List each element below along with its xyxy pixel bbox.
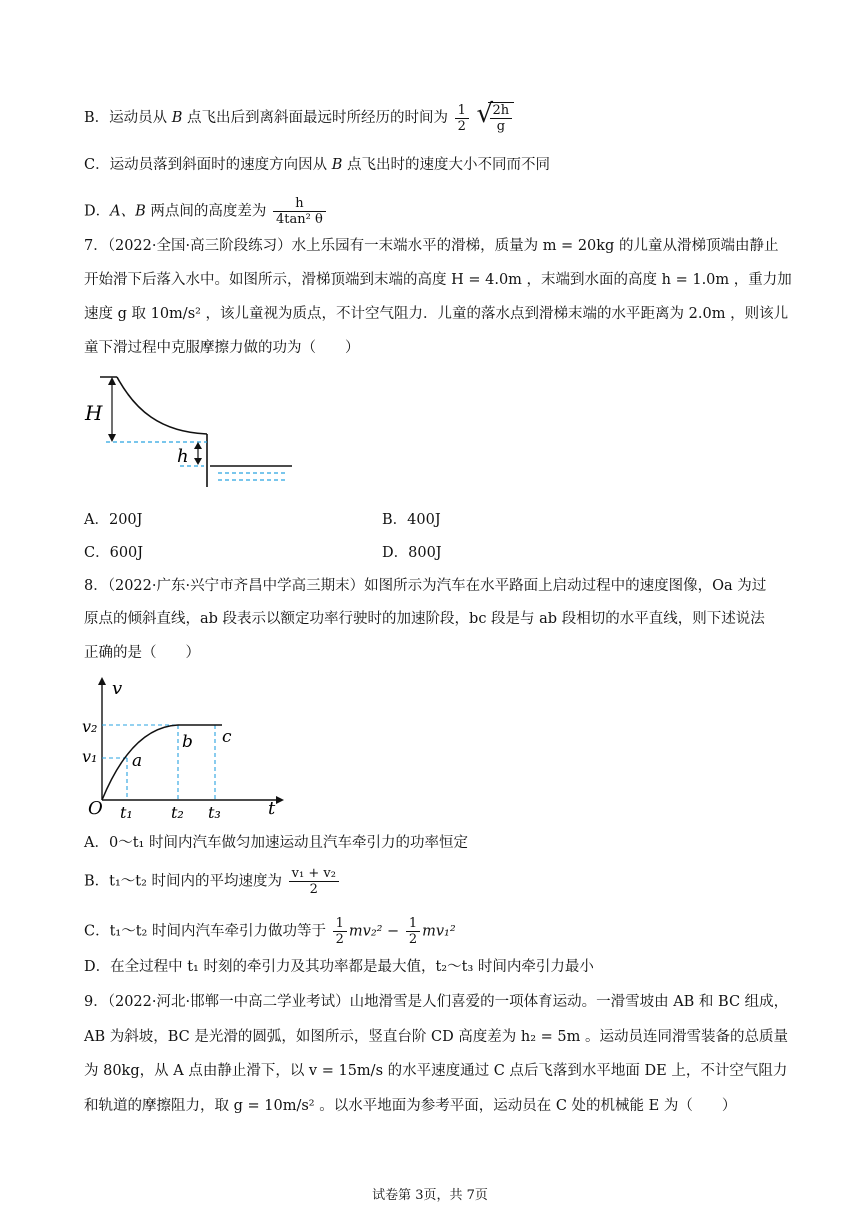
q8-c-frac-2 — [406, 916, 420, 947]
q7-h-arrowhead-top — [194, 442, 202, 449]
q8-point-c: c — [222, 727, 232, 747]
q8-c-term2: mv₁² — [422, 923, 456, 940]
q7-line-3: 速度 g 取 10m/s² ，该儿童视为质点，不计空气阻力．儿童的落水点到滑梯末端的水平距离为 2.0m ，则该儿 — [84, 306, 789, 322]
q8-option-a: A．0～t₁ 时间内汽车做匀加速运动且汽车牵引力的功率恒定 — [84, 835, 468, 851]
q8-origin-label: O — [88, 798, 103, 819]
q8-t2-label: t₂ — [171, 803, 184, 822]
q8-t-label: t — [268, 798, 276, 819]
q7-H-label: H — [85, 401, 103, 425]
q7-line-2: 开始滑下后落入水中。如图所示，滑梯顶端到末端的高度 H = 4.0m ，末端到水面的高度 h = 1.0m ，重力加 — [84, 272, 792, 288]
q7-line-1: 7．（2022·全国·高三阶段练习）水上乐园有一末端水平的滑梯，质量为 m = 20kg 的儿童从滑梯顶端由静止 — [84, 238, 779, 254]
q6-b-suffix: 点飞出后到离斜面最远时所经历的时间为 — [182, 110, 449, 126]
q6-d-frac-num: h — [273, 196, 326, 212]
q8-c-frac1-den: 2 — [335, 932, 344, 947]
q6-b-frac-den: 2 — [457, 118, 466, 134]
q8-b-frac-den: 2 — [309, 882, 318, 897]
q8-point-a: a — [132, 751, 143, 771]
q8-option-b — [84, 866, 341, 897]
q6-d-prefix: D． — [84, 203, 111, 220]
q9-line-1: 9．（2022·河北·邯郸一中高二学业考试）山地滑雪是人们喜爱的一项体育运动。一滑雪坡由 AB 和 BC 组成， — [84, 994, 789, 1010]
q8-b-frac-num: v₁ + v₂ — [289, 866, 339, 882]
q8-t-axis-arrow — [276, 796, 284, 804]
q6-d-vars: A、B — [110, 203, 146, 220]
q7-slide-figure — [80, 370, 300, 495]
q6-b-var: B — [171, 110, 183, 126]
q8-v2-label: v₂ — [82, 717, 98, 736]
q7-slide-curve — [117, 377, 207, 434]
q6-c-prefix: C．运动员落到斜面时的速度方向因从 — [84, 157, 332, 173]
q6-d-fraction — [273, 196, 326, 227]
q8-b-prefix: B．t₁～t₂ 时间内的平均速度为 — [84, 873, 283, 890]
q6-c-suffix: 点飞出时的速度大小不同而不同 — [342, 157, 550, 173]
q8-t3-label: t₃ — [208, 803, 221, 822]
q8-v1-label: v₁ — [82, 747, 98, 766]
q8-b-fraction — [289, 866, 339, 897]
q8-c-frac1-num: 1 — [333, 916, 347, 932]
q6-b-sqrt-den: g — [496, 119, 506, 134]
q6-d-frac-den: 4tan² θ — [276, 212, 323, 227]
q8-line-2: 原点的倾斜直线，ab 段表示以额定功率行驶时的加速阶段，bc 段是与 ab 段相切的水平直线，则下述说法 — [84, 611, 765, 627]
q6-b-frac-num: 1 — [455, 103, 469, 119]
q7-h-arrowhead-bottom — [194, 458, 202, 465]
q6-c-var: B — [331, 157, 343, 173]
q7-option-b: B．400J — [382, 512, 441, 528]
q6-b-fraction — [455, 103, 469, 134]
q8-v-axis-arrow — [98, 677, 106, 685]
q6-d-mid: 两点间的高度差为 — [145, 203, 267, 220]
q8-point-b: b — [182, 732, 193, 752]
q8-t1-label: t₁ — [120, 803, 133, 822]
q8-line-3: 正确的是（ ） — [84, 645, 200, 661]
q8-c-prefix: C．t₁～t₂ 时间内汽车牵引力做功等于 — [84, 923, 326, 940]
q7-option-c: C．600J — [84, 545, 144, 561]
q7-H-arrowhead-bottom — [108, 434, 116, 442]
q9-line-2: AB 为斜坡，BC 是光滑的圆弧，如图所示，竖直台阶 CD 高度差为 h₂ = 5m 。运动员连同滑雪装备的总质量 — [84, 1029, 789, 1045]
q6-option-c — [84, 155, 550, 175]
q8-c-frac-1 — [333, 916, 347, 947]
q8-option-c — [84, 916, 456, 947]
q6-b-sqrt — [488, 102, 515, 134]
q9-line-4: 和轨道的摩擦阻力，取 g = 10m/s² 。以水平地面为参考平面，运动员在 C 处的机械能 E 为（ ） — [84, 1098, 737, 1114]
q8-line-1: 8．（2022·广东·兴宁市齐昌中学高三期末）如图所示为汽车在水平路面上启动过程中的速度图像，Oa 为过 — [84, 578, 767, 594]
q7-h-label: h — [177, 446, 189, 467]
q8-velocity-graph — [82, 672, 292, 822]
q7-option-d: D．800J — [382, 545, 442, 561]
q8-c-frac2-num: 1 — [406, 916, 420, 932]
q9-line-3: 为 80kg，从 A 点由静止滑下，以 v = 15m/s 的水平速度通过 C 点后飞落到水平地面 DE 上，不计空气阻力 — [84, 1063, 788, 1079]
q8-c-term1: mv₂² − — [348, 923, 400, 940]
q8-c-frac2-den: 2 — [408, 932, 418, 947]
q7-H-arrowhead-top — [108, 377, 116, 385]
page-footer: 试卷第 3页，共 7页 — [372, 1188, 488, 1203]
q7-line-4: 童下滑过程中克服摩擦力做的功为（ ） — [84, 340, 360, 356]
q7-option-a: A．200J — [84, 512, 143, 528]
q6-option-d — [84, 196, 328, 227]
q6-option-b — [84, 102, 514, 134]
q8-v-label: v — [112, 678, 123, 699]
q6-b-sqrt-num: √ 2h — [490, 103, 513, 119]
q6-b-prefix: B．运动员从 — [84, 110, 172, 126]
q8-option-d: D．在全过程中 t₁ 时刻的牵引力及其功率都是最大值，t₂～t₃ 时间内牵引力最小 — [84, 959, 594, 975]
